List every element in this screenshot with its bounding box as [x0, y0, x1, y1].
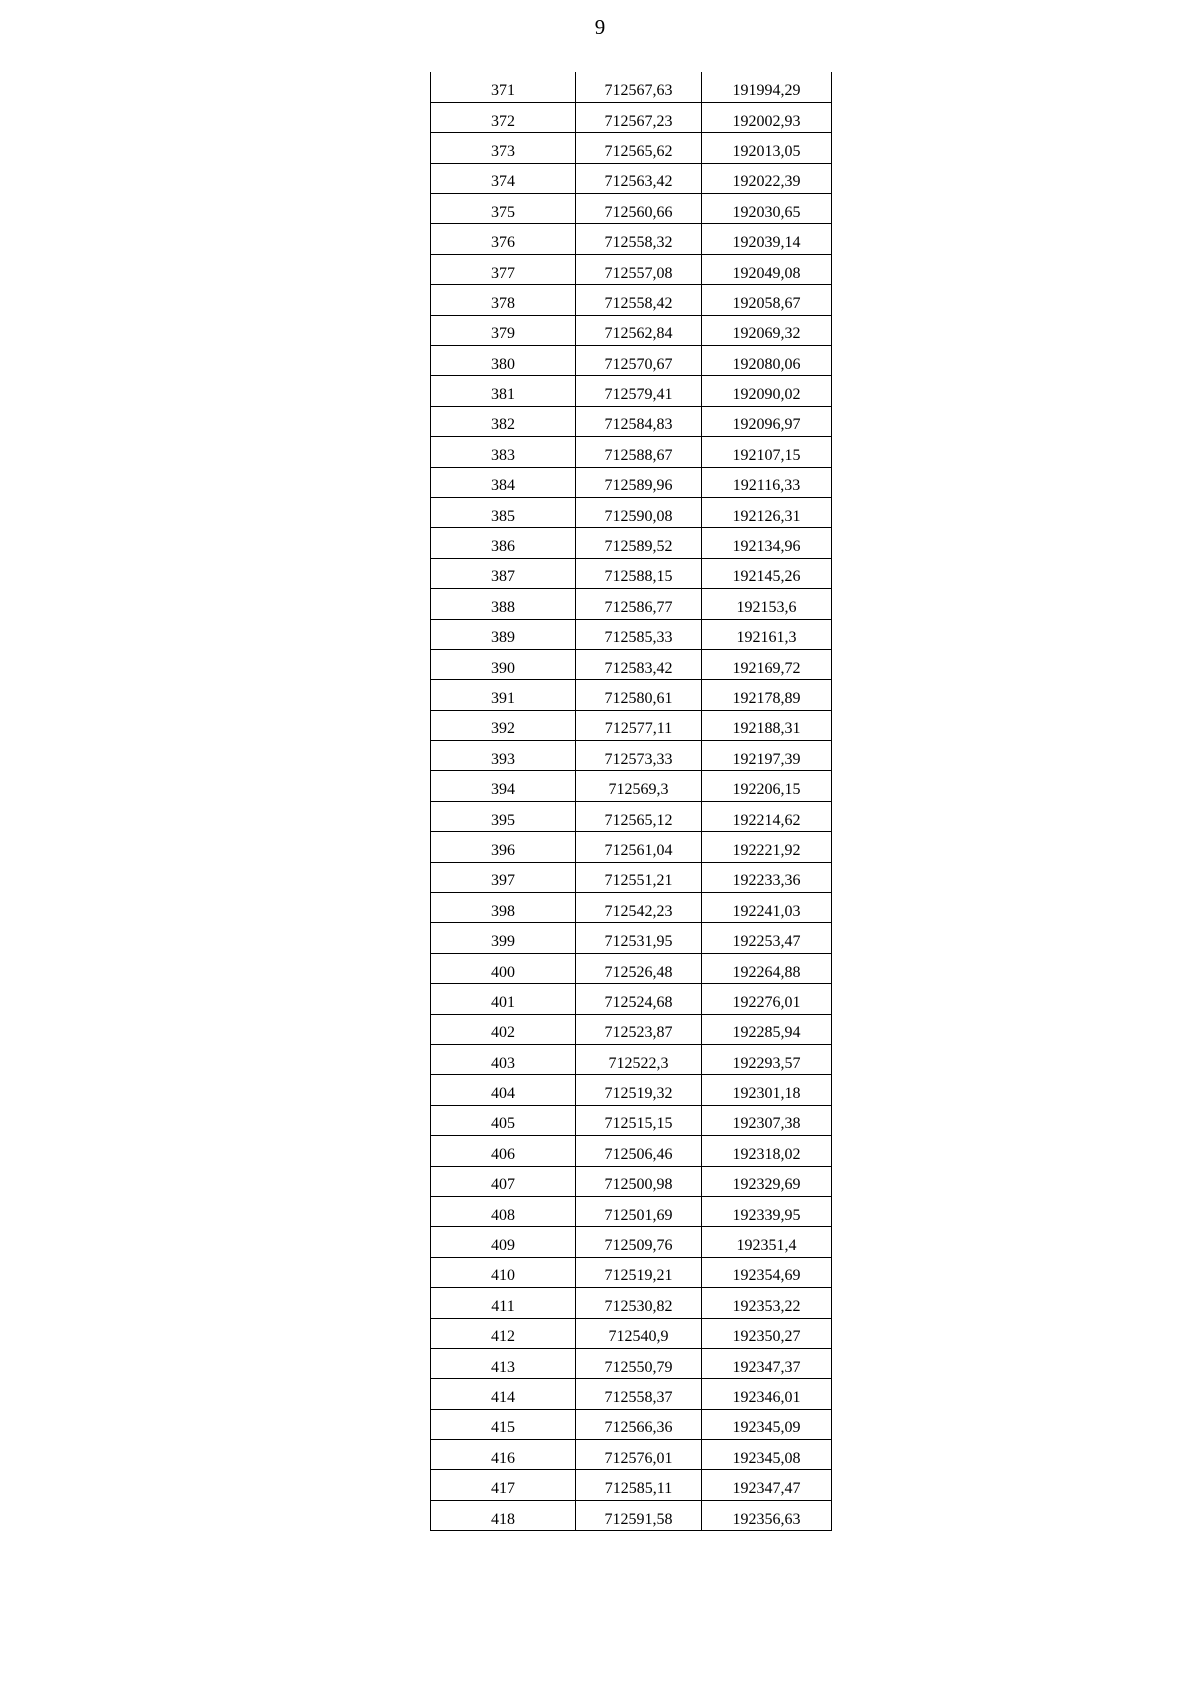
- table-row: [431, 771, 832, 801]
- table-row: [431, 1166, 832, 1196]
- point-number-cell: 377: [431, 254, 576, 284]
- y-coordinate-cell: 192161,3: [702, 619, 832, 649]
- point-number-cell: 385: [431, 497, 576, 527]
- point-number-cell: 395: [431, 801, 576, 831]
- table-row: [431, 1014, 832, 1044]
- x-coordinate-cell: 712558,37: [576, 1379, 702, 1409]
- y-coordinate-cell: 192307,38: [702, 1105, 832, 1135]
- point-number-cell: 413: [431, 1348, 576, 1378]
- page-number: 9: [594, 15, 606, 39]
- table-row: [431, 1470, 832, 1500]
- point-number-cell: 390: [431, 649, 576, 679]
- point-number-cell: 380: [431, 346, 576, 376]
- table-row: [431, 285, 832, 315]
- y-coordinate-cell: 192013,05: [702, 133, 832, 163]
- table-row: [431, 923, 832, 953]
- point-number-cell: 406: [431, 1136, 576, 1166]
- table-row: [431, 346, 832, 376]
- x-coordinate-cell: 712551,21: [576, 862, 702, 892]
- table-row: [431, 406, 832, 436]
- table-row: [431, 1075, 832, 1105]
- y-coordinate-cell: 192169,72: [702, 649, 832, 679]
- x-coordinate-cell: 712573,33: [576, 741, 702, 771]
- x-coordinate-cell: 712515,15: [576, 1105, 702, 1135]
- x-coordinate-cell: 712586,77: [576, 589, 702, 619]
- table-row: [431, 1288, 832, 1318]
- table-row: [431, 224, 832, 254]
- x-coordinate-cell: 712588,15: [576, 558, 702, 588]
- coordinates-table-body: [431, 72, 832, 1531]
- x-coordinate-cell: 712569,3: [576, 771, 702, 801]
- point-number-cell: 417: [431, 1470, 576, 1500]
- point-number-cell: 392: [431, 710, 576, 740]
- point-number-cell: 400: [431, 953, 576, 983]
- x-coordinate-cell: 712530,82: [576, 1288, 702, 1318]
- y-coordinate-cell: 192178,89: [702, 680, 832, 710]
- x-coordinate-cell: 712550,79: [576, 1348, 702, 1378]
- point-number-cell: 402: [431, 1014, 576, 1044]
- point-number-cell: 391: [431, 680, 576, 710]
- y-coordinate-cell: 192221,92: [702, 832, 832, 862]
- table-row: [431, 467, 832, 497]
- point-number-cell: 389: [431, 619, 576, 649]
- y-coordinate-cell: 192206,15: [702, 771, 832, 801]
- y-coordinate-cell: 192301,18: [702, 1075, 832, 1105]
- table-row: [431, 1136, 832, 1166]
- table-row: [431, 1045, 832, 1075]
- y-coordinate-cell: 192107,15: [702, 437, 832, 467]
- point-number-cell: 373: [431, 133, 576, 163]
- x-coordinate-cell: 712591,58: [576, 1500, 702, 1530]
- x-coordinate-cell: 712579,41: [576, 376, 702, 406]
- point-number-cell: 382: [431, 406, 576, 436]
- y-coordinate-cell: 192345,08: [702, 1440, 832, 1470]
- y-coordinate-cell: 192329,69: [702, 1166, 832, 1196]
- y-coordinate-cell: 192145,26: [702, 558, 832, 588]
- point-number-cell: 378: [431, 285, 576, 315]
- x-coordinate-cell: 712577,11: [576, 710, 702, 740]
- y-coordinate-cell: 192318,02: [702, 1136, 832, 1166]
- y-coordinate-cell: 192069,32: [702, 315, 832, 345]
- table-row: [431, 163, 832, 193]
- x-coordinate-cell: 712580,61: [576, 680, 702, 710]
- point-number-cell: 410: [431, 1257, 576, 1287]
- table-row: [431, 194, 832, 224]
- x-coordinate-cell: 712589,52: [576, 528, 702, 558]
- x-coordinate-cell: 712526,48: [576, 953, 702, 983]
- x-coordinate-cell: 712589,96: [576, 467, 702, 497]
- y-coordinate-cell: 192126,31: [702, 497, 832, 527]
- point-number-cell: 379: [431, 315, 576, 345]
- table-row: [431, 1227, 832, 1257]
- table-row: [431, 315, 832, 345]
- table-row: [431, 680, 832, 710]
- table-row: [431, 1318, 832, 1348]
- table-row: [431, 1500, 832, 1530]
- x-coordinate-cell: 712557,08: [576, 254, 702, 284]
- y-coordinate-cell: 192356,63: [702, 1500, 832, 1530]
- y-coordinate-cell: 192090,02: [702, 376, 832, 406]
- y-coordinate-cell: 192022,39: [702, 163, 832, 193]
- x-coordinate-cell: 712588,67: [576, 437, 702, 467]
- y-coordinate-cell: 192351,4: [702, 1227, 832, 1257]
- point-number-cell: 387: [431, 558, 576, 588]
- y-coordinate-cell: 192339,95: [702, 1196, 832, 1226]
- y-coordinate-cell: 192153,6: [702, 589, 832, 619]
- y-coordinate-cell: 192188,31: [702, 710, 832, 740]
- y-coordinate-cell: 192058,67: [702, 285, 832, 315]
- table-row: [431, 528, 832, 558]
- y-coordinate-cell: 192276,01: [702, 984, 832, 1014]
- table-row: [431, 801, 832, 831]
- x-coordinate-cell: 712584,83: [576, 406, 702, 436]
- x-coordinate-cell: 712509,76: [576, 1227, 702, 1257]
- point-number-cell: 396: [431, 832, 576, 862]
- table-row: [431, 984, 832, 1014]
- x-coordinate-cell: 712501,69: [576, 1196, 702, 1226]
- x-coordinate-cell: 712561,04: [576, 832, 702, 862]
- x-coordinate-cell: 712563,42: [576, 163, 702, 193]
- point-number-cell: 397: [431, 862, 576, 892]
- x-coordinate-cell: 712531,95: [576, 923, 702, 953]
- table-row: [431, 558, 832, 588]
- point-number-cell: 401: [431, 984, 576, 1014]
- y-coordinate-cell: 192096,97: [702, 406, 832, 436]
- x-coordinate-cell: 712590,08: [576, 497, 702, 527]
- point-number-cell: 388: [431, 589, 576, 619]
- y-coordinate-cell: 192030,65: [702, 194, 832, 224]
- table-row: [431, 72, 832, 102]
- point-number-cell: 374: [431, 163, 576, 193]
- x-coordinate-cell: 712566,36: [576, 1409, 702, 1439]
- x-coordinate-cell: 712562,84: [576, 315, 702, 345]
- y-coordinate-cell: 192049,08: [702, 254, 832, 284]
- x-coordinate-cell: 712585,11: [576, 1470, 702, 1500]
- x-coordinate-cell: 712542,23: [576, 893, 702, 923]
- x-coordinate-cell: 712565,12: [576, 801, 702, 831]
- table-row: [431, 1409, 832, 1439]
- y-coordinate-cell: 192347,37: [702, 1348, 832, 1378]
- y-coordinate-cell: 192039,14: [702, 224, 832, 254]
- y-coordinate-cell: 192197,39: [702, 741, 832, 771]
- point-number-cell: 381: [431, 376, 576, 406]
- point-number-cell: 398: [431, 893, 576, 923]
- table-row: [431, 893, 832, 923]
- x-coordinate-cell: 712583,42: [576, 649, 702, 679]
- y-coordinate-cell: 191994,29: [702, 72, 832, 102]
- x-coordinate-cell: 712519,32: [576, 1075, 702, 1105]
- y-coordinate-cell: 192346,01: [702, 1379, 832, 1409]
- x-coordinate-cell: 712540,9: [576, 1318, 702, 1348]
- point-number-cell: 407: [431, 1166, 576, 1196]
- x-coordinate-cell: 712585,33: [576, 619, 702, 649]
- x-coordinate-cell: 712523,87: [576, 1014, 702, 1044]
- y-coordinate-cell: 192345,09: [702, 1409, 832, 1439]
- x-coordinate-cell: 712524,68: [576, 984, 702, 1014]
- y-coordinate-cell: 192285,94: [702, 1014, 832, 1044]
- x-coordinate-cell: 712560,66: [576, 194, 702, 224]
- table-row: [431, 619, 832, 649]
- table-row: [431, 254, 832, 284]
- point-number-cell: 394: [431, 771, 576, 801]
- y-coordinate-cell: 192116,33: [702, 467, 832, 497]
- y-coordinate-cell: 192353,22: [702, 1288, 832, 1318]
- y-coordinate-cell: 192233,36: [702, 862, 832, 892]
- point-number-cell: 408: [431, 1196, 576, 1226]
- point-number-cell: 418: [431, 1500, 576, 1530]
- x-coordinate-cell: 712519,21: [576, 1257, 702, 1287]
- y-coordinate-cell: 192264,88: [702, 953, 832, 983]
- point-number-cell: 393: [431, 741, 576, 771]
- table-row: [431, 1257, 832, 1287]
- point-number-cell: 411: [431, 1288, 576, 1318]
- table-row: [431, 862, 832, 892]
- x-coordinate-cell: 712558,42: [576, 285, 702, 315]
- coordinates-table: [430, 72, 832, 1531]
- table-row: [431, 649, 832, 679]
- point-number-cell: 405: [431, 1105, 576, 1135]
- point-number-cell: 399: [431, 923, 576, 953]
- table-row: [431, 1440, 832, 1470]
- x-coordinate-cell: 712565,62: [576, 133, 702, 163]
- point-number-cell: 416: [431, 1440, 576, 1470]
- point-number-cell: 409: [431, 1227, 576, 1257]
- table-row: [431, 376, 832, 406]
- y-coordinate-cell: 192002,93: [702, 102, 832, 132]
- table-row: [431, 741, 832, 771]
- table-row: [431, 589, 832, 619]
- y-coordinate-cell: 192134,96: [702, 528, 832, 558]
- point-number-cell: 404: [431, 1075, 576, 1105]
- y-coordinate-cell: 192293,57: [702, 1045, 832, 1075]
- x-coordinate-cell: 712500,98: [576, 1166, 702, 1196]
- table-row: [431, 497, 832, 527]
- point-number-cell: 371: [431, 72, 576, 102]
- point-number-cell: 383: [431, 437, 576, 467]
- y-coordinate-cell: 192080,06: [702, 346, 832, 376]
- table-row: [431, 1379, 832, 1409]
- x-coordinate-cell: 712567,23: [576, 102, 702, 132]
- y-coordinate-cell: 192214,62: [702, 801, 832, 831]
- point-number-cell: 384: [431, 467, 576, 497]
- point-number-cell: 415: [431, 1409, 576, 1439]
- table-row: [431, 1348, 832, 1378]
- y-coordinate-cell: 192241,03: [702, 893, 832, 923]
- y-coordinate-cell: 192354,69: [702, 1257, 832, 1287]
- x-coordinate-cell: 712567,63: [576, 72, 702, 102]
- table-row: [431, 102, 832, 132]
- y-coordinate-cell: 192347,47: [702, 1470, 832, 1500]
- table-row: [431, 1196, 832, 1226]
- point-number-cell: 372: [431, 102, 576, 132]
- point-number-cell: 414: [431, 1379, 576, 1409]
- table-row: [431, 953, 832, 983]
- y-coordinate-cell: 192253,47: [702, 923, 832, 953]
- point-number-cell: 386: [431, 528, 576, 558]
- point-number-cell: 376: [431, 224, 576, 254]
- table-row: [431, 437, 832, 467]
- point-number-cell: 403: [431, 1045, 576, 1075]
- x-coordinate-cell: 712558,32: [576, 224, 702, 254]
- x-coordinate-cell: 712576,01: [576, 1440, 702, 1470]
- table-row: [431, 133, 832, 163]
- point-number-cell: 375: [431, 194, 576, 224]
- x-coordinate-cell: 712522,3: [576, 1045, 702, 1075]
- x-coordinate-cell: 712570,67: [576, 346, 702, 376]
- table-row: [431, 1105, 832, 1135]
- table-row: [431, 710, 832, 740]
- table-row: [431, 832, 832, 862]
- y-coordinate-cell: 192350,27: [702, 1318, 832, 1348]
- point-number-cell: 412: [431, 1318, 576, 1348]
- x-coordinate-cell: 712506,46: [576, 1136, 702, 1166]
